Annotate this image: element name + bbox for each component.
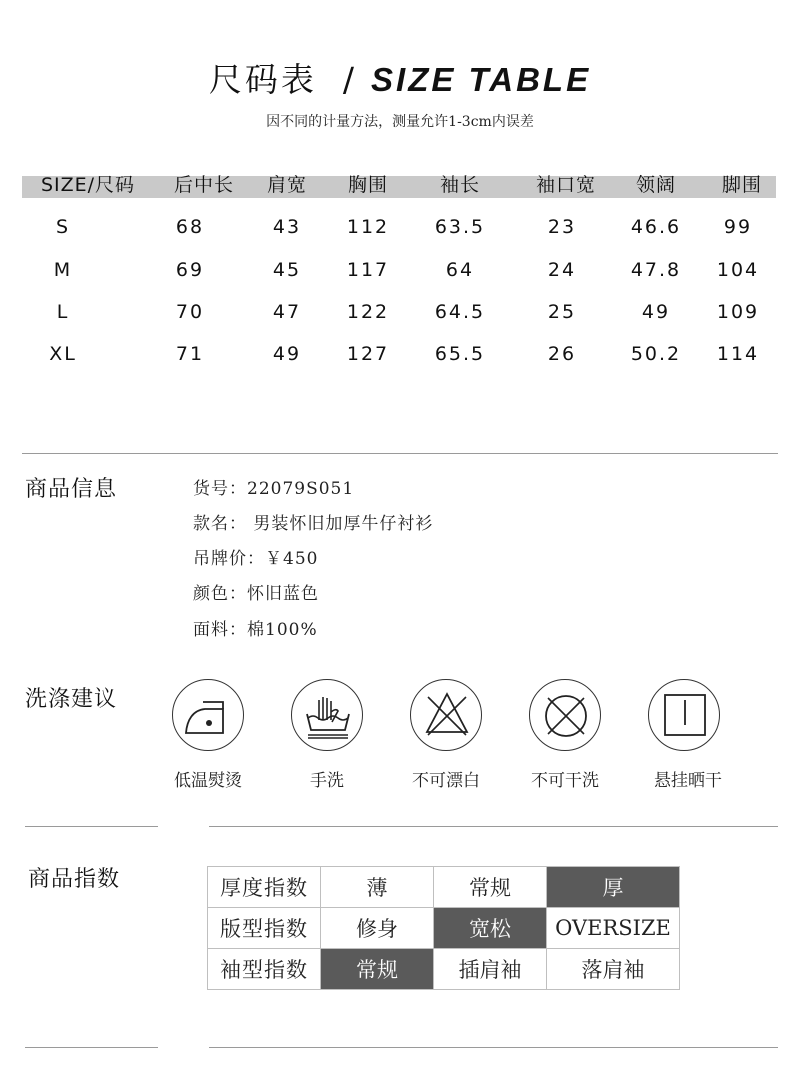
size-column-header: 肩宽 xyxy=(266,174,308,196)
care-label-no-bleach: 不可漂白 xyxy=(412,771,480,791)
size-row-label: S xyxy=(55,216,71,238)
size-table-cell: 43 xyxy=(272,216,302,238)
size-table-cell: 24 xyxy=(547,259,577,281)
size-table-cell: 112 xyxy=(346,216,390,238)
care-label-iron: 低温熨烫 xyxy=(174,771,242,791)
index-row-label: 版型指数 xyxy=(208,908,321,949)
index-option-selected: 宽松 xyxy=(434,908,547,949)
title-english: SIZE TABLE xyxy=(371,61,592,98)
size-row-label: XL xyxy=(49,343,77,365)
size-row-label: L xyxy=(56,301,70,323)
no-bleach-icon xyxy=(410,679,482,751)
size-table-cell: 26 xyxy=(547,343,577,365)
size-table-cell: 64.5 xyxy=(434,301,486,323)
title-slash: / xyxy=(342,60,358,99)
index-option: 薄 xyxy=(321,867,434,908)
divider-right xyxy=(209,826,778,827)
care-heading: 洗涤建议 xyxy=(25,687,118,712)
size-table-cell: 122 xyxy=(346,301,390,323)
size-table-cell: 68 xyxy=(175,216,205,238)
size-table-cell: 71 xyxy=(175,343,205,365)
size-table-cell: 70 xyxy=(175,301,205,323)
no-dry-clean-icon xyxy=(529,679,601,751)
size-table-cell: 99 xyxy=(723,216,753,238)
divider-right-bottom xyxy=(209,1047,778,1048)
care-label-hand-wash: 手洗 xyxy=(310,771,344,791)
size-table-cell: 47.8 xyxy=(630,259,682,281)
size-table-cell: 109 xyxy=(716,301,760,323)
index-option: OVERSIZE xyxy=(547,908,680,949)
product-color: 颜色：怀旧蓝色 xyxy=(193,584,319,604)
index-option: 落肩袖 xyxy=(547,949,680,990)
divider-left-bottom xyxy=(25,1047,158,1048)
divider xyxy=(22,453,778,454)
size-column-header: 袖长 xyxy=(439,174,481,196)
product-sku: 货号：22079S051 xyxy=(193,479,355,499)
page-title xyxy=(0,54,800,101)
iron-low-temp-icon xyxy=(172,679,244,751)
index-option-selected: 厚 xyxy=(547,867,680,908)
product-index-heading: 商品指数 xyxy=(28,867,121,892)
title-chinese: 尺码表 xyxy=(208,60,317,99)
size-table-cell: 49 xyxy=(272,343,302,365)
size-column-header: 胸围 xyxy=(347,174,389,196)
size-table-cell: 63.5 xyxy=(434,216,486,238)
size-table-cell: 64 xyxy=(445,259,475,281)
size-row-label: M xyxy=(53,259,73,281)
size-table-cell: 127 xyxy=(346,343,390,365)
size-column-header: 领阔 xyxy=(635,174,677,196)
index-option-selected: 常规 xyxy=(321,949,434,990)
index-row xyxy=(208,908,680,949)
index-option: 常规 xyxy=(434,867,547,908)
index-row-label: 厚度指数 xyxy=(208,867,321,908)
size-table-cell: 117 xyxy=(346,259,390,281)
product-name: 款名： 男装怀旧加厚牛仔衬衫 xyxy=(193,514,434,534)
product-fabric: 面料：棉100% xyxy=(193,620,318,640)
index-row-label: 袖型指数 xyxy=(208,949,321,990)
size-table-cell: 65.5 xyxy=(434,343,486,365)
size-table-cell: 23 xyxy=(547,216,577,238)
size-table-cell: 114 xyxy=(716,343,760,365)
size-table-cell: 25 xyxy=(547,301,577,323)
measurement-note: 因不同的计量方法，测量允许1-3cm内误差 xyxy=(266,114,534,130)
size-table-cell: 47 xyxy=(272,301,302,323)
index-option: 修身 xyxy=(321,908,434,949)
product-index-table xyxy=(207,866,680,990)
size-table-cell: 104 xyxy=(716,259,760,281)
size-table-cell: 46.6 xyxy=(630,216,682,238)
care-label-no-dry-clean: 不可干洗 xyxy=(531,771,599,791)
size-column-header: 脚围 xyxy=(721,174,763,196)
hand-wash-icon xyxy=(291,679,363,751)
size-column-header: SIZE/尺码 xyxy=(40,174,136,196)
product-price: 吊牌价：￥450 xyxy=(193,549,319,569)
divider-left xyxy=(25,826,158,827)
product-info-heading: 商品信息 xyxy=(25,477,118,502)
size-table-cell: 49 xyxy=(641,301,671,323)
index-option: 插肩袖 xyxy=(434,949,547,990)
hang-dry-icon xyxy=(648,679,720,751)
size-column-header: 后中长 xyxy=(173,174,235,196)
size-table-cell: 50.2 xyxy=(630,343,682,365)
size-table-cell: 69 xyxy=(175,259,205,281)
care-label-hang-dry: 悬挂晒干 xyxy=(654,771,722,791)
index-row xyxy=(208,867,680,908)
size-table-cell: 45 xyxy=(272,259,302,281)
size-column-header: 袖口宽 xyxy=(535,174,597,196)
index-row xyxy=(208,949,680,990)
